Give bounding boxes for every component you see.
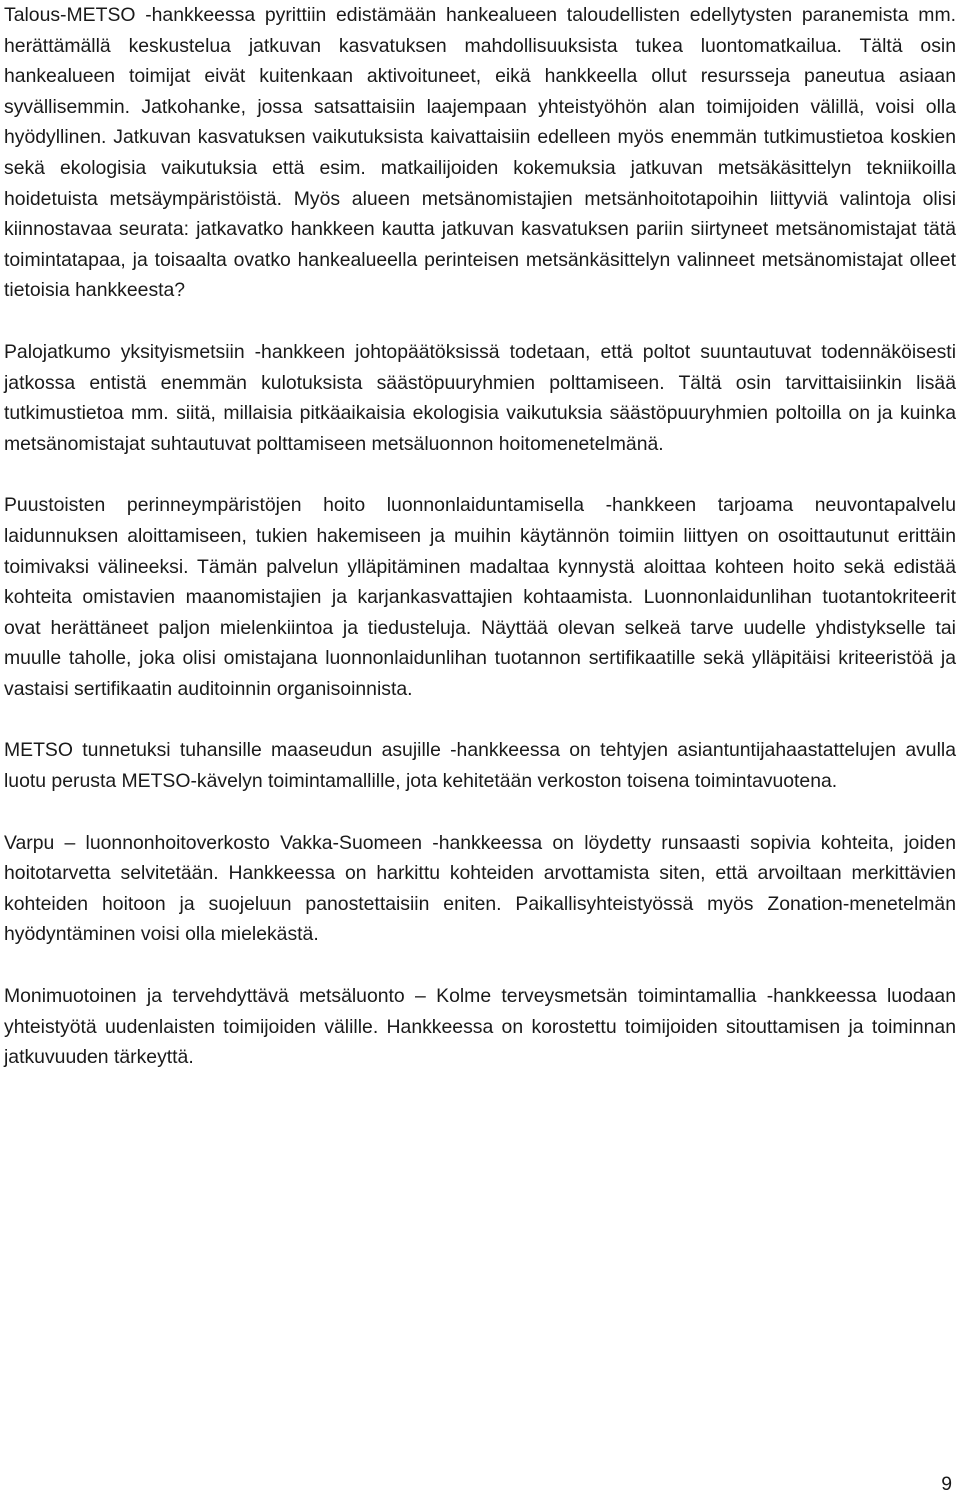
page-number: 9 [941,1473,952,1495]
document-body [4,0,956,1104]
paragraph-monimuotoinen: Monimuotoinen ja tervehdyttävä metsäluonto – Kolme terveysmetsän toimintamallia -hankkeessa luodaan yhteistyötä uudenlaisten toimijoiden välille. Hankkeessa on korostettu toimijoiden sitouttamisen ja toiminnan jatkuvuuden tärkeyttä. [4,985,956,1069]
paragraph-varpu: Varpu – luonnonhoitoverkosto Vakka-Suomeen -hankkeessa on löydetty runsaasti sopivia kohteita, joiden hoitotarvetta selvitetään. Hankkeessa on harkittu kohteiden arvottamista siten, että arvoiltaan merkittävien kohteiden hoitoon ja suojeluun panostettaisiin eniten. Paikallisyhteistyössä myös Zonation-menetelmän hyödyntäminen voisi olla mielekästä. [4,831,956,946]
paragraph-palojatkumo: Palojatkumo yksityismetsiin -hankkeen johtopäätöksissä todetaan, että poltot suuntautuvat todennäköisesti jatkossa entistä enemmän kulotuksista säästöpuuryhmien polttamiseen. Tältä osin tarvittaisiinkin lisää tutkimustietoa mm. siitä, millaisia pitkäaikaisia ekologisia vaikutuksia säästöpuuryhmien poltoilla on ja kuinka metsänomistajat suhtautuvat polttamiseen metsäluonnon hoitomenetelmänä. [4,340,956,455]
paragraph-talous-metso: Talous-METSO -hankkeessa pyrittiin edistämään hankealueen taloudellisten edellytysten paranemista mm. herättämällä keskustelua jatkuvan kasvatuksen mahdollisuuksista tukea luontomatkailua. Tältä osin hankealueen toimijat eivät kuitenkaan aktivoituneet, eikä hankkeella ollut resursseja paneutua asiaan syvällisemmin. Jatkohanke, jossa satsattaisiin laajempaan yhteistyöhön alan toimijoiden välillä, voisi olla hyödyllinen. Jatkuvan kasvatuksen vaikutuksista kaivattaisiin edelleen myös enemmän tutkimustietoa koskien sekä ekologisia vaikutuksia että esim. matkailijoiden kokemuksia jatkuvan metsäkäsittelyn tekniikoilla hoidetuista metsäympäristöistä. Myös alueen metsänomistajien metsänhoitotapoihin liittyviä valintoja olisi kiinnostavaa seurata: jatkavatko hankkeen kautta jatkuvan kasvatuksen pariin siirtyneet metsänomistajat tätä toimintatapaa, ja toisaalta ovatko hankealueella perinteisen metsänkäsittelyn valinneet metsänomistajat olleet tietoisia hankkeesta? [4,4,956,302]
paragraph-perinneymparistot: Puustoisten perinneympäristöjen hoito luonnonlaiduntamisella -hankkeen tarjoama neuvontapalvelu laidunnuksen aloittamiseen, tukien hakemiseen ja muihin käytännön toimiin liittyen on osoittautunut erittäin toimivaksi välineeksi. Tämän palvelun ylläpitäminen madaltaa kynnystä aloittaa kohteen hoito sekä edistää kohteita omistavien maanomistajien ja karjankasvattajien kohtaamista. Luonnonlaidunlihan tuotantokriteerit ovat herättäneet paljon mielenkiintoa ja tiedusteluja. Näyttää olevan selkeä tarve uudelle yhdistykselle tai muulle taholle, joka olisi omistajana luonnonlaidunlihan tuotannon sertifikaatille sekä ylläpitäisi kriteeristöä ja vastaisi sertifikaatin auditoinnin organisoinnista. [4,494,956,700]
paragraph-metso-tunnetuksi: METSO tunnetuksi tuhansille maaseudun asujille -hankkeessa on tehtyjen asiantuntijahaastattelujen avulla luotu perusta METSO-kävelyn toimintamallille, jota kehitetään verkoston toisena toimintavuotena. [4,739,956,793]
